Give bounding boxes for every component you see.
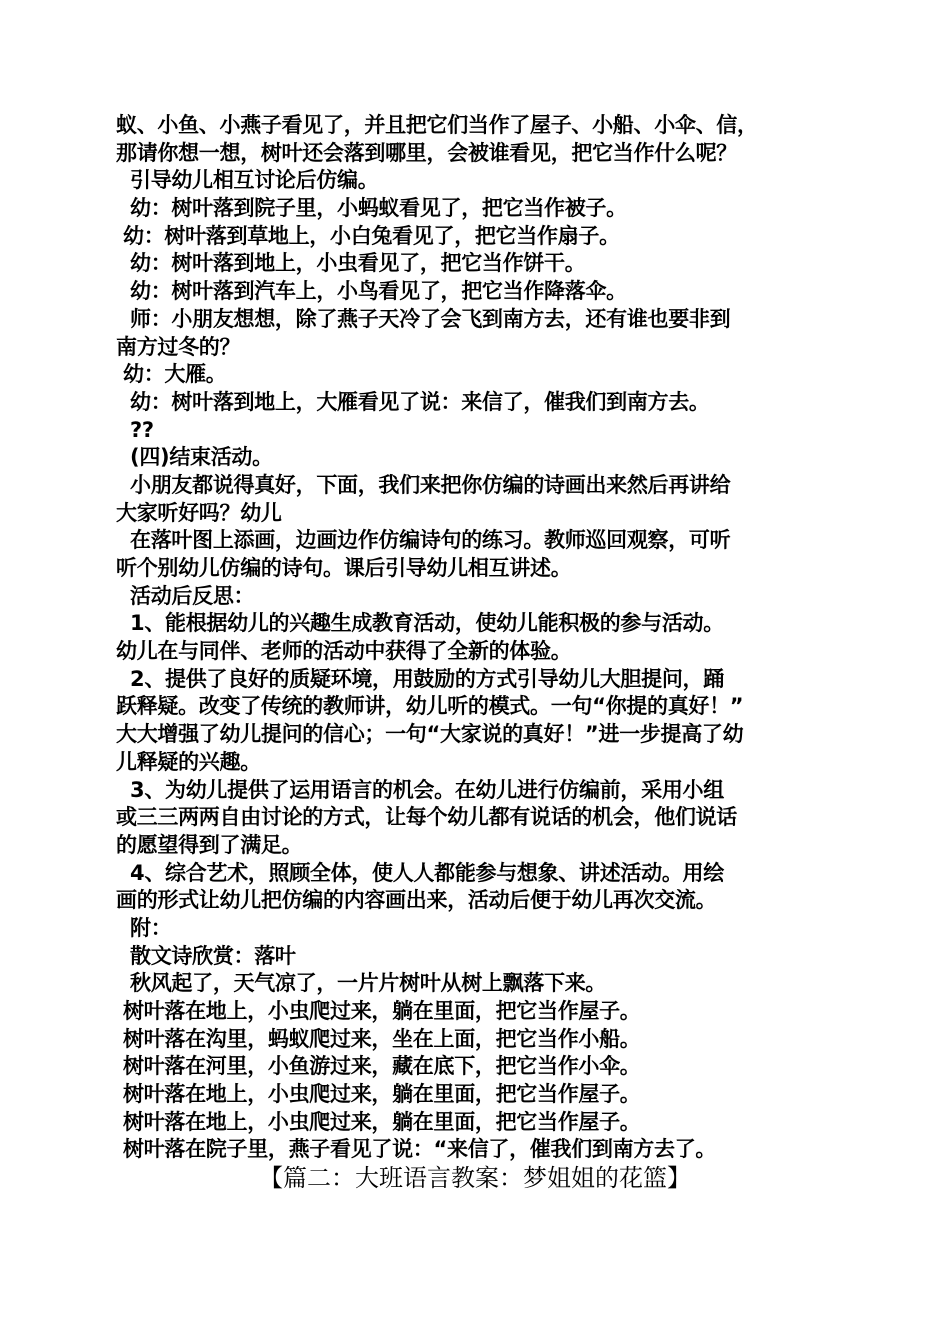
body-line: 师：小朋友想想，除了燕子天冷了会飞到南方去，还有谁也要非到 [116, 306, 731, 331]
body-line: 跃释疑。改变了传统的教师讲，幼儿听的模式。一句“你提的真好！” [116, 694, 744, 719]
body-line: 南方过冬的？ [116, 334, 241, 359]
body-line: 树叶落在沟里，蚂蚁爬过来，坐在上面，把它当作小船。 [116, 1026, 641, 1051]
body-line: 树叶落在地上，小虫爬过来，躺在里面，把它当作屋子。 [116, 1109, 641, 1134]
body-line: 1、能根据幼儿的兴趣生成教育活动，使幼儿能积极的参与活动。 [116, 611, 724, 636]
body-line: 树叶落在院子里，燕子看见了说：“来信了，催我们到南方去了。 [116, 1137, 717, 1162]
body-line: 树叶落在河里，小鱼游过来，藏在底下，把它当作小伞。 [116, 1054, 641, 1079]
body-line: ?? [116, 417, 154, 442]
body-line: 幼：树叶落到地上，小虫看见了，把它当作饼干。 [116, 251, 586, 276]
body-line: 幼儿在与同伴、老师的活动中获得了全新的体验。 [116, 639, 572, 664]
body-line: 活动后反思： [116, 583, 255, 608]
body-line: 附： [116, 915, 172, 940]
body-line: 秋风起了，天气凉了，一片片树叶从树上飘落下来。 [116, 971, 607, 996]
body-line: 或三三两两自由讨论的方式，让每个幼儿都有说话的机会，他们说话 [116, 805, 737, 830]
body-line: 4、综合艺术，照顾全体，使人人都能参与想象、讲述活动。用绘 [116, 860, 724, 885]
body-line: 画的形式让幼儿把仿编的内容画出来，活动后便于幼儿再次交流。 [116, 888, 717, 913]
body-line: 那请你想一想，树叶还会落到哪里，会被谁看见，把它当作什么呢？ [116, 140, 737, 165]
body-line: 散文诗欣赏：落叶 [116, 943, 296, 968]
body-line: 的愿望得到了满足。 [116, 832, 303, 857]
body-line: 2、提供了良好的质疑环境，用鼓励的方式引导幼儿大胆提问，踊 [116, 666, 724, 691]
body-line: 听个别幼儿仿编的诗句。课后引导幼儿相互讲述。 [116, 556, 572, 580]
body-line: 大家听好吗？幼儿 [116, 500, 282, 525]
body-line: (四)结束活动。 [116, 445, 273, 470]
body-line: 幼：树叶落到草地上，小白兔看见了，把它当作扇子。 [116, 223, 620, 248]
body-line: 小朋友都说得真好，下面，我们来把你仿编的诗画出来然后再讲给 [116, 472, 731, 497]
body-line: 大大增强了幼儿提问的信心；一句“大家说的真好！”进一步提高了幼 [116, 722, 744, 747]
body-line: 儿释疑的兴趣。 [116, 749, 261, 774]
body-line: 树叶落在地上，小虫爬过来，躺在里面，把它当作屋子。 [116, 1082, 641, 1107]
body-line: 树叶落在地上，小虫爬过来，躺在里面，把它当作屋子。 [116, 999, 641, 1023]
body-line: 蚁、小鱼、小燕子看见了，并且把它们当作了屋子、小船、小伞、信， [116, 113, 758, 137]
document-body [116, 112, 844, 1164]
body-line: 幼：大雁。 [116, 362, 227, 387]
section-heading: 【篇二：大班语言教案：梦姐姐的花篮】 [259, 1164, 691, 1192]
body-line: 幼：树叶落到汽车上，小鸟看见了，把它当作降落伞。 [116, 279, 627, 304]
body-line: 幼：树叶落到地上，大雁看见了说：来信了，催我们到南方去。 [116, 389, 710, 414]
body-line: 引导幼儿相互讨论后仿编。 [116, 168, 379, 193]
body-line: 3、为幼儿提供了运用语言的机会。在幼儿进行仿编前，采用小组 [116, 777, 724, 802]
body-line: 在落叶图上添画，边画边作仿编诗句的练习。教师巡回观察，可听 [116, 528, 731, 553]
body-line: 幼：树叶落到院子里，小蚂蚁看见了，把它当作被子。 [116, 196, 627, 221]
